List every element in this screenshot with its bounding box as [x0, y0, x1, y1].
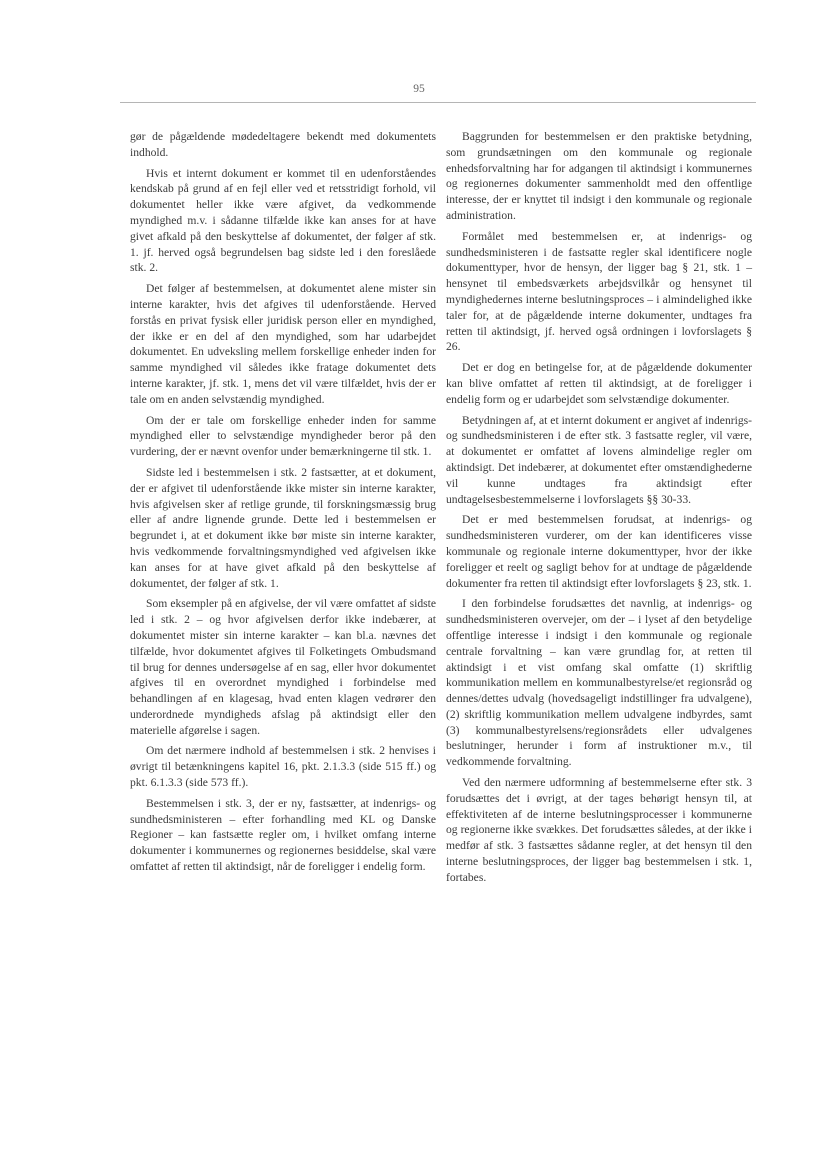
paragraph: Ved den nærmere udformning af bestemmelserne efter stk. 3 forudsættes det i øvrigt, at der tages behørigt hensyn til, at effektiviteten af de interne beslutningsprocesser i kommunerne og regionerne ikke svækkes. Det forudsættes således, at der ikke i medfør af stk. 3 fastsættes sådanne regler, at det hensyn til den interne beslutningsproces, der ligger bag bestemmelsen i stk. 1, fortabes.	[446, 776, 752, 884]
paragraph: gør de pågældende mødedeltagere bekendt med dokumentets indhold.	[130, 130, 436, 159]
paragraph: Bestemmelsen i stk. 3, der er ny, fastsætter, at indenrigs- og sundhedsministeren – efter forhandling med KL og Danske Regioner – kan fastsætte regler om, i hvilket omfang interne dokumenter i kommunernes og regionernes besiddelse, skal være omfattet af retten til aktindsigt, når de foreligger i endelig form.	[130, 796, 436, 874]
paragraph: Formålet med bestemmelsen er, at indenrigs- og sundhedsministeren i de fastsatte regler skal identificere nogle dokumenttyper, hvor de hensyn, der ligger bag § 21, stk. 1 – hensynet til embedsværkets arbejdsvilkår og hensynet til myndighedernes interne beslutningsproces – i almindelighed ikke taler for, at de pågældende interne dokumenter, undtages fra retten til aktindsigt, jf. herved også ordningen i lovforslagets § 26.	[446, 229, 752, 354]
left-column	[130, 129, 436, 880]
paragraph: Om det nærmere indhold af bestemmelsen i stk. 2 henvises i øvrigt til betænkningens kapitel 16, pkt. 2.1.3.3 (side 515 ff.) og pkt. 6.1.3.3 (side 573 ff.).	[130, 744, 436, 790]
paragraph: Hvis et internt dokument er kommet til en udenforståendes kendskab på grund af en fejl eller ved et retsstridigt forhold, vil dokumentet heller ikke være afgivet, da vedkommende myndighed m.v. i sådanne tilfælde ikke kan anses for at have givet afkald på den beskyttelse af dokumentet, der følger af stk. 1. jf. herved også begrundelsen bag sidste led i den foreslåede stk. 2.	[130, 166, 436, 275]
right-column	[446, 129, 752, 891]
paragraph: Sidste led i bestemmelsen i stk. 2 fastsætter, at et dokument, der er afgivet til udenforstående ikke mister sin interne karakter, hvis afgivelsen sker af retlige grunde, til forskningsmæssig brug eller af andre lignende grunde. Dette led i bestemmelsen er begrundet i, at et dokument ikke bør miste sin interne karakter, hvis vedkommende forvaltningsmyndighed ved afgivelsen ikke kan anses for at have givet afkald på den beskyttelse af dokumentet, der følger af stk. 1.	[130, 465, 436, 590]
paragraph: Betydningen af, at et internt dokument er angivet af indenrigs- og sundhedsministeren i de efter stk. 3 fastsatte regler, vil være, at dokumentet er omfattet af lovens almindelige regler om aktindsigt. Det indebærer, at dokumentet efter omstændighederne vil kunne undtages fra aktindsigt efter undtagelsesbestemmelserne i lovforslagets §§ 30-33.	[446, 413, 752, 506]
paragraph: Det er med bestemmelsen forudsat, at indenrigs- og sundhedsministeren vurderer, om der kan identificeres visse kommunale og regionale interne dokumenttyper, hvor der ikke foreligger et reelt og sagligt behov for at undtage de pågældende dokumenter fra retten til aktindsigt efter lovforslagets § 23, stk. 1.	[446, 513, 752, 590]
paragraph: Det følger af bestemmelsen, at dokumentet alene mister sin interne karakter, hvis det afgives til udenforstående. Herved forstås en privat fysisk eller juridisk person eller en myndighed, der ikke er en del af den myndighed, som har udarbejdet dokumentet. En udveksling mellem forskellige enheder inden for samme myndighed vil således ikke fratage dokumentet dets interne karakter, jf. stk. 1, mens det vil være tilfældet, hvis der er tale om en anden selvstændig myndighed.	[130, 282, 436, 406]
header-rule	[120, 102, 756, 103]
paragraph: Om der er tale om forskellige enheder inden for samme myndighed eller to selvstændige myndigheder beror på den vurdering, der er nævnt ovenfor under bemærkningerne til stk. 1.	[130, 413, 436, 459]
paragraph: Baggrunden for bestemmelsen er den praktiske betydning, som grundsætningen om den kommunale og regionale enhedsforvaltning har for adgangen til aktindsigt i kommunernes og regionernes dokumenter sammenholdt med den offentlige interesse, der er knyttet til indsigt i den kommunale og regionale administration.	[446, 130, 752, 222]
page-number: 95	[413, 83, 425, 95]
paragraph: Som eksempler på en afgivelse, der vil være omfattet af sidste led i stk. 2 – og hvor afgivelsen derfor ikke indebærer, at dokumentet mister sin interne karakter – kan bl.a. nævnes det tilfælde, hvor dokumentet afgives til Folketingets Ombudsmand til brug for dennes undersøgelse af en sag, eller hvor dokumentet afgives til en overordnet myndighed i forbindelse med behandlingen af en klagesag, hvad enten klagen vedrører den underordnede myndigheds afslag på aktindsigt eller den materielle afgørelse i sagen.	[130, 597, 436, 737]
paragraph: I den forbindelse forudsættes det navnlig, at indenrigs- og sundhedsministeren overvejer, om der – i lyset af den betydelige offentlige interesse i indsigt i den kommunale og regionale centrale forvaltning – kan være grundlag for, at retten til aktindsigt i et vist omfang skal omfatte (1) skriftlig kommunikation mellem en kommunalbestyrelse/et regionsråd og dennes/dettes udvalg (hovedsageligt indstillinger fra udvalgene), (2) skriftlig kommunikation mellem udvalgene indbyrdes, samt (3) kommunalbestyrelsens/regionsrådets eller udvalgenes beslutninger, herunder i form af instruktioner m.v., til vedkommende forvaltning.	[446, 597, 752, 769]
paragraph: Det er dog en betingelse for, at de pågældende dokumenter kan blive omfattet af retten til aktindsigt, at de foreligger i endelig form og er udarbejdet som selvstændige dokumenter.	[446, 361, 752, 406]
